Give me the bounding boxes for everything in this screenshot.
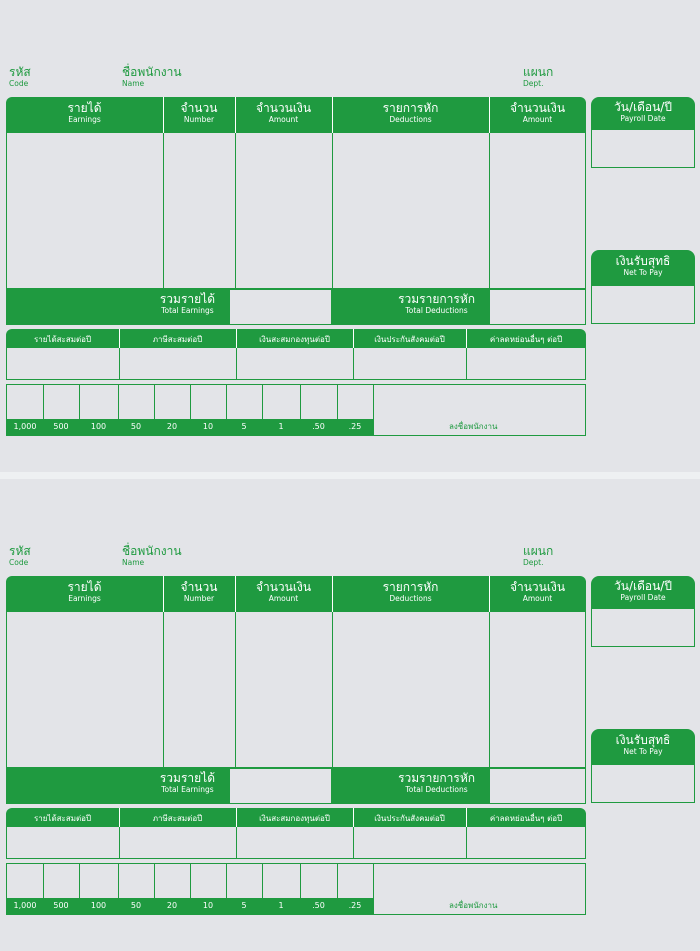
denomination-grid (6, 863, 586, 915)
col-earnings-header: รายได้ Earnings (67, 101, 102, 124)
col-deductions-header: รายการหัก Deductions (382, 580, 439, 603)
dept-label: แผนก Dept. (523, 65, 554, 88)
payroll-date-header: วัน/เดือน/ปี Payroll Date (591, 97, 695, 130)
total-earnings-value (229, 768, 332, 804)
payslip-bottom (0, 479, 700, 951)
ytd-values (6, 827, 586, 859)
net-to-pay-value (591, 286, 695, 324)
net-to-pay-header: เงินรับสุทธิ Net To Pay (591, 250, 695, 286)
ytd-values (6, 348, 586, 380)
total-earnings-label: รวมรายได้ Total Earnings (6, 768, 229, 804)
col-earnings-header: รายได้ Earnings (67, 580, 102, 603)
total-deductions-label: รวมรายการหัก Total Deductions (332, 768, 489, 804)
col-deduct-amount-header: จำนวนเงิน Amount (509, 580, 566, 603)
net-to-pay-header: เงินรับสุทธิ Net To Pay (591, 729, 695, 765)
total-deductions-value (489, 768, 586, 804)
name-label: ชื่อพนักงาน Name (122, 544, 182, 567)
signature-label: ลงชื่อพนักงาน (449, 901, 498, 910)
payroll-date-value (591, 609, 695, 647)
col-deduct-amount-header: จำนวนเงิน Amount (509, 101, 566, 124)
table-header (6, 97, 586, 133)
net-to-pay-value (591, 765, 695, 803)
name-label: ชื่อพนักงาน Name (122, 65, 182, 88)
table-body (6, 133, 586, 289)
table-header (6, 576, 586, 612)
signature-label: ลงชื่อพนักงาน (449, 422, 498, 431)
col-amount-header: จำนวนเงิน Amount (255, 101, 312, 124)
payroll-date-value (591, 130, 695, 168)
total-deductions-label: รวมรายการหัก Total Deductions (332, 289, 489, 325)
col-amount-header: จำนวนเงิน Amount (255, 580, 312, 603)
total-earnings-label: รวมรายได้ Total Earnings (6, 289, 229, 325)
total-earnings-value (229, 289, 332, 325)
denomination-labels: 1,000 500 100 50 20 10 5 1 .50 .25 (7, 419, 373, 435)
perforation (0, 472, 700, 479)
table-body (6, 612, 586, 768)
dept-label: แผนก Dept. (523, 544, 554, 567)
denomination-grid (6, 384, 586, 436)
ytd-header: รายได้สะสมต่อปี ภาษีสะสมต่อปี เงินสะสมกองทุนต่อปี เงินประกันสังคมต่อปี ค่าลดหย่อนอื่นๆ ต่อปี (6, 329, 586, 348)
payslip-top (0, 0, 700, 472)
code-label: รหัส Code (9, 65, 31, 88)
col-number-header: จำนวน Number (180, 101, 218, 124)
payroll-date-header: วัน/เดือน/ปี Payroll Date (591, 576, 695, 609)
ytd-header: รายได้สะสมต่อปี ภาษีสะสมต่อปี เงินสะสมกองทุนต่อปี เงินประกันสังคมต่อปี ค่าลดหย่อนอื่นๆ ต่อปี (6, 808, 586, 827)
col-deductions-header: รายการหัก Deductions (382, 101, 439, 124)
code-label: รหัส Code (9, 544, 31, 567)
total-deductions-value (489, 289, 586, 325)
denomination-labels: 1,000 500 100 50 20 10 5 1 .50 .25 (7, 898, 373, 914)
col-number-header: จำนวน Number (180, 580, 218, 603)
